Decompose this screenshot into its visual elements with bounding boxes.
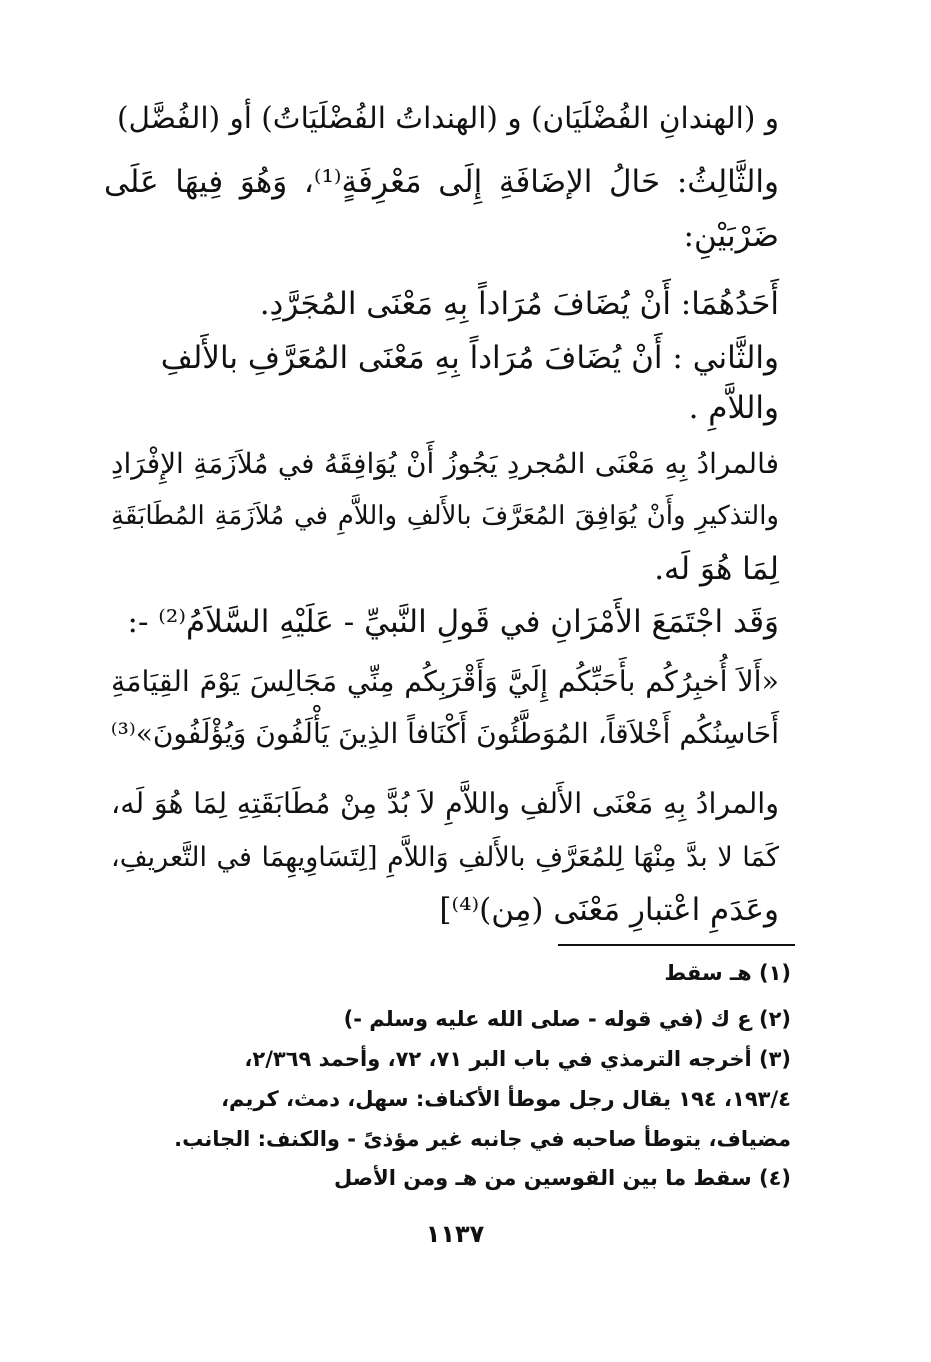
text-line-13: والمرادُ بِهِ مَعْنَى الأَلفِ واللاَّمِ لاَ بُدَّ مِنْ مُطَابَقَتِهِ لِمَا هُوَ لَه، bbox=[111, 787, 779, 820]
footnote-3-line-3: مضياف، يتوطأ صاحبه في جانبه غير مؤذىً - والكنف: الجانب. bbox=[174, 1127, 791, 1151]
text-line-5: والثَّاني : أَنْ يُضَافَ مُرَاداً بِهِ مَعْنَى المُعَرَّفِ بالأَلفِ bbox=[160, 340, 779, 376]
hadith-line-2: أَحَاسِنُكُم أَخْلاَقاً، المُوَطَّئُونَ أَكْنَافاً الذِينَ يَأْلَفُونَ وَيُؤْلَفُونَ»⁽³⁾ bbox=[110, 717, 779, 750]
footnote-2: (٢) ع ك (في قوله - صلى الله عليه وسلم -) bbox=[343, 1007, 791, 1031]
footnote-3-line-1: (٣) أخرجه الترمذي في باب البر ٧١، ٧٢، وأحمد ٢/٣٦٩، bbox=[244, 1047, 791, 1071]
text-line-14: كَمَا لا بدَّ مِنْهَا لِلمُعَرَّفِ بالأَلفِ وَاللاَّمِ [لِتَسَاوِيهِمَا في التَّعريفِ، bbox=[111, 842, 779, 873]
footnote-1: (١) هـ سقط bbox=[664, 961, 791, 985]
footnote-4: (٤) سقط ما بين القوسين من هـ ومن الأصل bbox=[334, 1166, 791, 1190]
text-line-1: و (الهندانِ الفُضْلَيَان) و (الهنداتُ الفُضْلَيَاتُ) أو (الفُضَّل) bbox=[117, 101, 779, 135]
hadith-line-1: «أَلاَ أُخبِرُكُم بأَحَبِّكُم إِلَيَّ وَأَقْرَبِكُم مِنِّي مَجَالِسَ يَوْمَ القِيَامَةِ bbox=[111, 665, 779, 698]
text-line-3: ضَرْبَيْنِ: bbox=[683, 218, 779, 254]
text-line-2: والثَّالِثُ: حَالُ الإضَافَةِ إِلَى مَعْرِفَةٍ⁽¹⁾، وَهُوَ فِيهَا عَلَى bbox=[104, 164, 779, 200]
text-line-7: فالمرادُ بِهِ مَعْنَى المُجردِ يَجُوزُ أَنْ يُوَافِقَهُ في مُلاَزَمَةِ الإِفْرَادِ bbox=[111, 447, 779, 480]
footnote-3-line-2: ١٩٣/٤، ١٩٤ يقال رجل موطأ الأكناف: سهل، دمث، كريم، bbox=[221, 1087, 791, 1111]
text-line-8: والتذكيرِ وأَنْ يُوَافِقَ المُعَرَّفَ بالأَلفِ واللاَّمِ في مُلاَزَمَةِ المُطَابَقَةِ bbox=[111, 501, 779, 531]
text-line-6: واللاَّمِ . bbox=[688, 390, 779, 426]
text-line-4: أَحَدُهُمَا: أَنْ يُضَافَ مُرَاداً بِهِ مَعْنَى المُجَرَّدِ. bbox=[259, 286, 779, 322]
page-number: ١١٣٧ bbox=[425, 1220, 485, 1248]
text-line-15: وعَدَمِ اعْتبارِ مَعْنَى (مِن)⁽⁴⁾] bbox=[439, 892, 779, 928]
text-line-9: لِمَا هُوَ لَه. bbox=[654, 551, 779, 587]
text-line-10: وَقَد اجْتَمَعَ الأَمْرَانِ في قَولِ النَّبيِّ - عَلَيْهِ السَّلاَمُ⁽²⁾ -: bbox=[127, 604, 779, 640]
footnote-separator bbox=[558, 944, 795, 946]
